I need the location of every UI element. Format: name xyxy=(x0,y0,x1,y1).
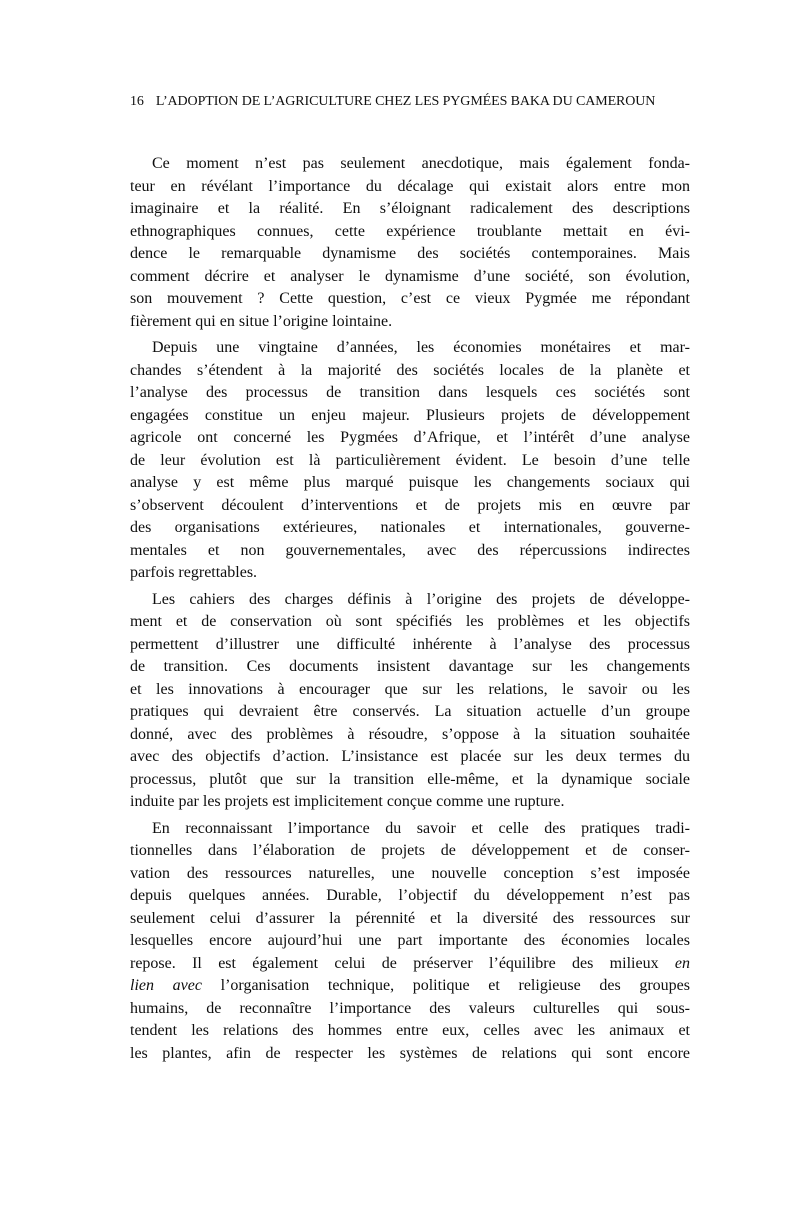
text-line: En reconnaissant l’importance du savoir et celle des pratiques tradi- xyxy=(152,819,690,837)
text-line: permettent d’illustrer une difficulté inhérente à l’analyse des processus xyxy=(130,635,690,653)
text-line: analyse y est même plus marqué puisque les changements sociaux qui xyxy=(130,474,690,491)
text-line: son mouvement ? Cette question, c’est ce vieux Pygmée me répondant xyxy=(130,290,690,307)
text-line: humains, de reconnaître l’importance des valeurs culturelles qui sous- xyxy=(130,999,690,1017)
text-line: teur en révélant l’importance du décalage qui existait alors entre mon xyxy=(130,177,690,195)
text-line: induite par les projets est implicitement conçue comme une rupture. xyxy=(130,793,565,810)
text-line: lesquelles encore aujourd’hui une part importante des économies locales xyxy=(130,932,690,949)
text-line: les plantes, afin de respecter les systèmes de relations qui sont encore xyxy=(130,1044,690,1062)
paragraph xyxy=(130,589,690,814)
text-line: ment et de conservation où sont spécifiés les problèmes et les objectifs xyxy=(130,613,690,630)
text-line: des organisations extérieures, nationales et internationales, gouverne- xyxy=(130,519,690,536)
text-line: repose. Il est également celui de préserver l’équilibre des milieux en xyxy=(130,954,690,972)
text-line: de leur évolution est là particulièrement évident. Le besoin d’une telle xyxy=(130,451,690,469)
text-line: pratiques qui devraient être conservés. La situation actuelle d’un groupe xyxy=(130,703,690,720)
text-line: tendent les relations des hommes entre eux, celles avec les animaux et xyxy=(130,1022,690,1039)
text-line: engagées constitue un enjeu majeur. Plusieurs projets de développement xyxy=(130,406,690,424)
text-line: agricole ont concerné les Pygmées d’Afrique, et l’intérêt d’une analyse xyxy=(130,429,690,446)
text-line: avec des objectifs d’action. L’insistance est placée sur les deux termes du xyxy=(130,748,690,765)
text-line: s’observent découlent d’interventions et de projets mis en œuvre par xyxy=(130,496,690,514)
text-block xyxy=(130,153,690,1069)
text-line: vation des ressources naturelles, une nouvelle conception s’est imposée xyxy=(130,864,690,882)
text-line: Les cahiers des charges définis à l’origine des projets de développe- xyxy=(152,590,690,608)
text-line: fièrement qui en situe l’origine lointaine. xyxy=(130,312,393,330)
text-line: mentales et non gouvernementales, avec des répercussions indirectes xyxy=(130,541,690,559)
text-line: depuis quelques années. Durable, l’objectif du développement n’est pas xyxy=(130,887,690,904)
text-line: Depuis une vingtaine d’années, les économies monétaires et mar- xyxy=(152,339,690,356)
running-title: L’ADOPTION DE L’AGRICULTURE CHEZ LES PYGMÉES BAKA DU CAMEROUN xyxy=(155,94,656,109)
text-line: tionnelles dans l’élaboration de projets de développement et de conser- xyxy=(130,842,690,859)
text-line: seulement celui d’assurer la pérennité et la diversité des ressources sur xyxy=(130,909,690,927)
text-line: ethnographiques connues, cette expérience troublante mettait en évi- xyxy=(130,222,690,240)
text-line: imaginaire et la réalité. En s’éloignant radicalement des descriptions xyxy=(130,200,690,217)
text-line: comment décrire et analyser le dynamisme d’une société, son évolution, xyxy=(130,267,690,285)
text-line: dence le remarquable dynamisme des sociétés contemporaines. Mais xyxy=(130,245,690,262)
paragraph xyxy=(130,337,690,585)
page-header xyxy=(130,94,692,110)
text-line: processus, plutôt que sur la transition elle-même, et la dynamique sociale xyxy=(130,770,690,788)
text-line: l’analyse des processus de transition dans lesquels ces sociétés sont xyxy=(130,384,690,401)
text-line: Ce moment n’est pas seulement anecdotique, mais également fonda- xyxy=(152,155,690,172)
text-line: chandes s’étendent à la majorité des sociétés locales de la planète et xyxy=(130,361,690,379)
text-line: de transition. Ces documents insistent davantage sur les changements xyxy=(130,658,690,675)
paragraph xyxy=(130,818,690,1066)
text-line: parfois regrettables. xyxy=(130,564,258,581)
text-line: lien avec l’organisation technique, politique et religieuse des groupes xyxy=(130,977,690,994)
paragraph xyxy=(130,153,690,333)
page-number: 16 xyxy=(130,94,144,109)
text-line: donné, avec des problèmes à résoudre, s’oppose à la situation souhaitée xyxy=(130,725,690,743)
text-line: et les innovations à encourager que sur les relations, le savoir ou les xyxy=(130,680,690,698)
